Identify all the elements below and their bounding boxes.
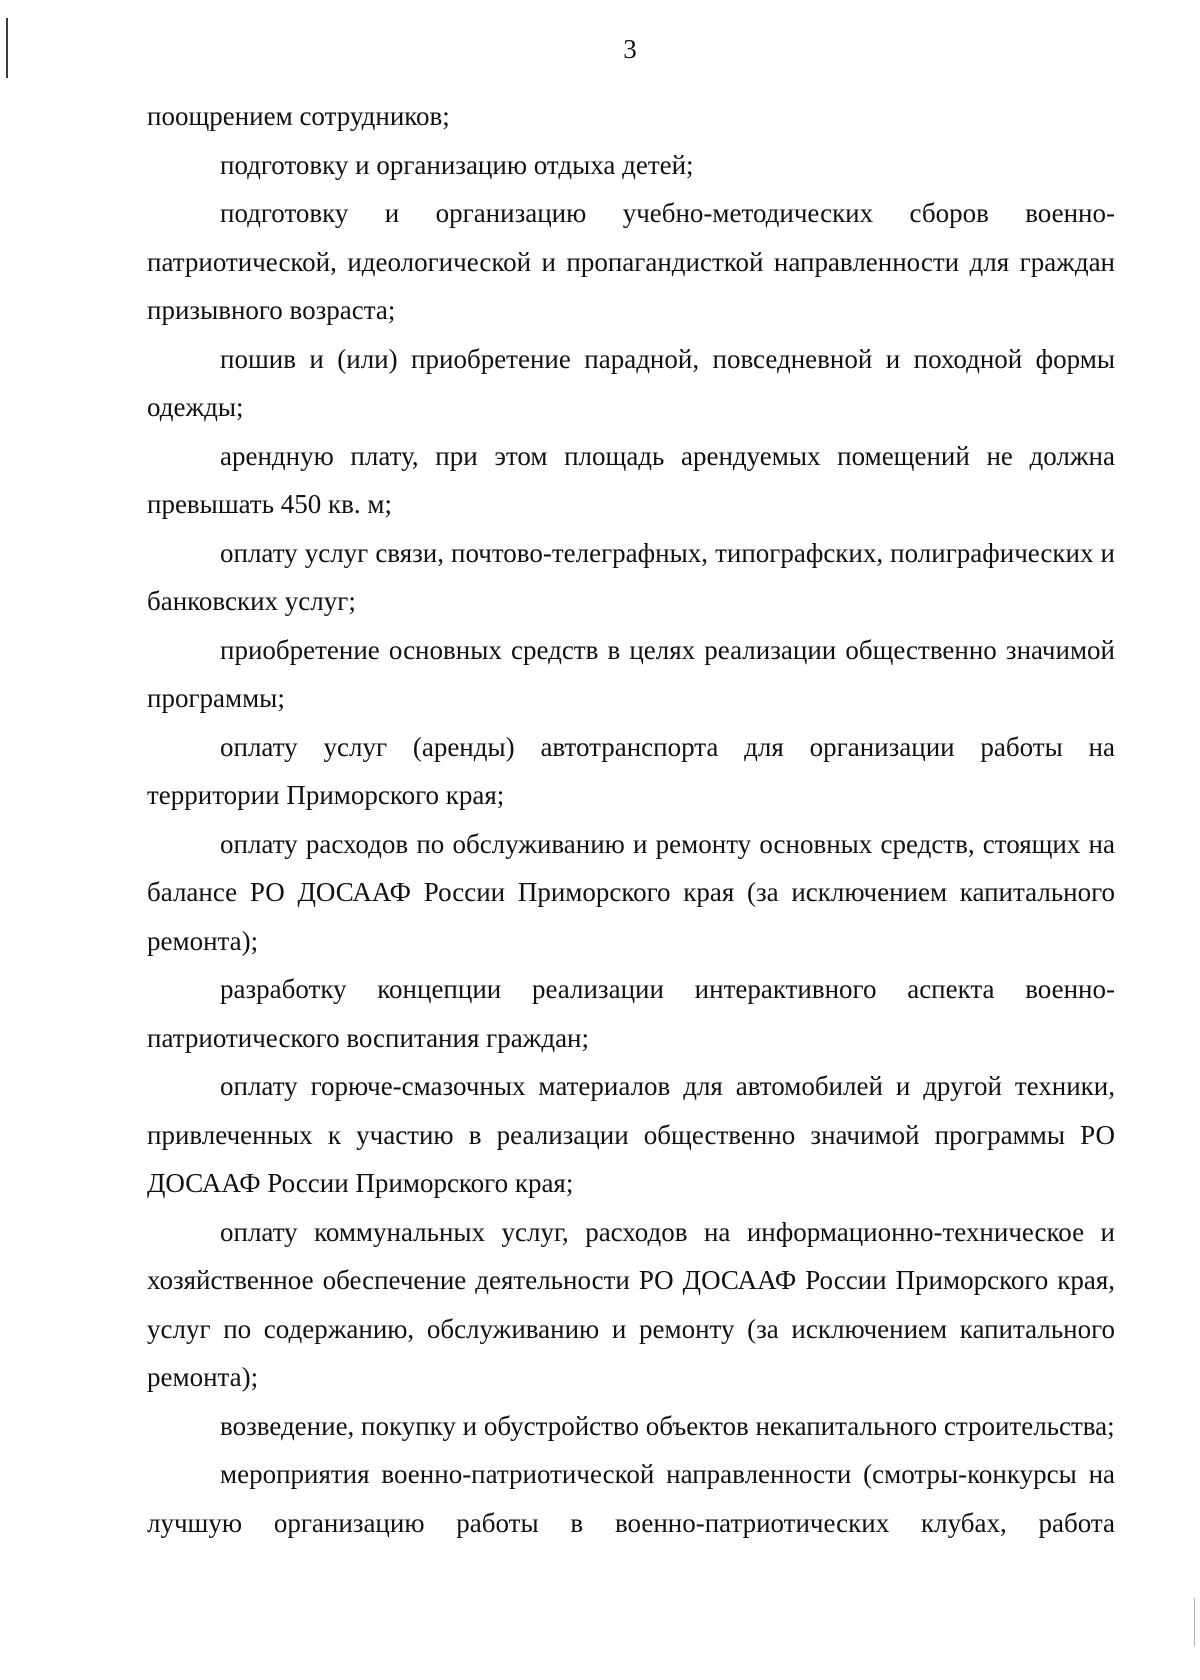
document-body — [147, 92, 1115, 1547]
paragraph: подготовку и организацию отдыха детей; — [220, 149, 694, 180]
paragraph: разработку концепции реализации интерактивного аспекта военно-патриотического воспитания граждан; — [147, 974, 1115, 1053]
paragraph: оплату коммунальных услуг, расходов на информационно-техническое и хозяйственное обеспечение деятельности РО ДОСААФ России Приморского края, услуг по содержанию, обслуживанию и ремонту (за исключением капитального ремонта); — [147, 1216, 1115, 1392]
paragraph: возведение, покупку и обустройство объектов некапитального строительства; — [220, 1410, 1115, 1441]
paragraph: подготовку и организацию учебно-методических сборов военно-патриотической, идеологической и пропагандисткой направленности для граждан призывного возраста; — [147, 198, 1115, 325]
paragraph: оплату услуг (аренды) автотранспорта для организации работы на территории Приморского края; — [147, 731, 1115, 810]
paragraph: оплату услуг связи, почтово-телеграфных, типографских, полиграфических и банковских услуг; — [147, 537, 1115, 616]
scan-edge-mark-bottom — [1194, 1598, 1195, 1646]
paragraph: оплату горюче-смазочных материалов для автомобилей и другой техники, привлеченных к участию в реализации общественно значимой программы РО ДОСААФ России Приморского края; — [147, 1071, 1115, 1198]
paragraph: поощрением сотрудников; — [147, 101, 450, 131]
paragraph: оплату расходов по обслуживанию и ремонту основных средств, стоящих на балансе РО ДОСААФ России Приморского края (за исключением капитального ремонта); — [147, 828, 1115, 956]
paragraph: арендную плату, при этом площадь арендуемых помещений не должна превышать 450 кв. м; — [147, 440, 1115, 519]
paragraph: мероприятия военно-патриотической направленности (смотры-конкурсы на лучшую организацию работы в военно-патриотических клубах, работа — [147, 1459, 1115, 1538]
paragraph: приобретение основных средств в целях реализации общественно значимой программы; — [147, 634, 1115, 713]
page-number: 3 — [623, 34, 637, 64]
paragraph: пошив и (или) приобретение парадной, повседневной и походной формы одежды; — [147, 343, 1115, 422]
